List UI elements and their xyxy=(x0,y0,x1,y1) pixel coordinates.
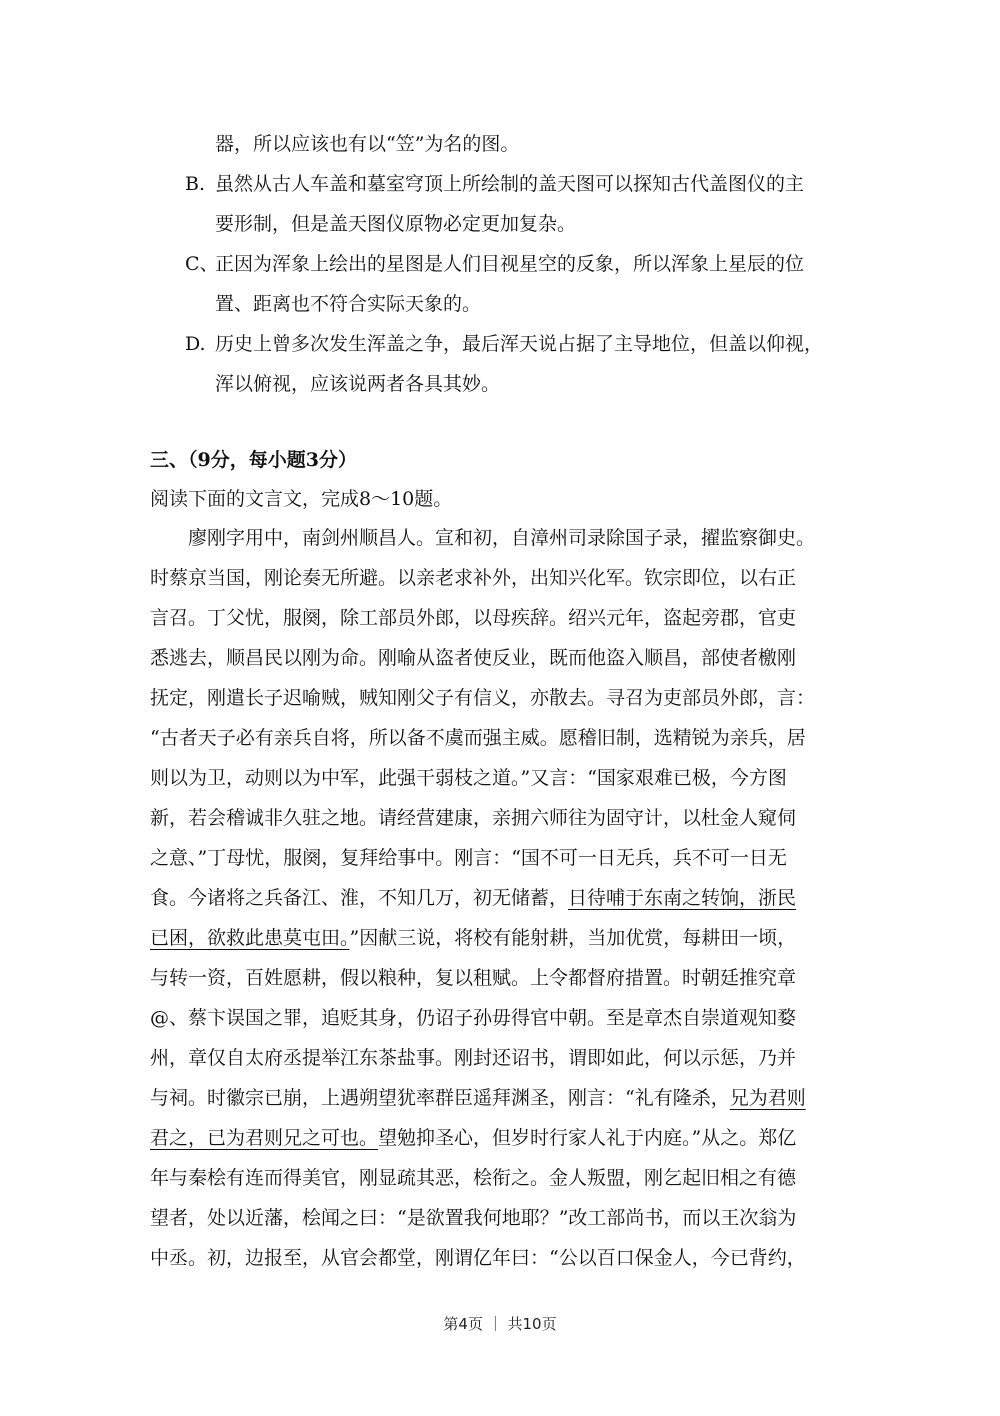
option-c-label: C、 xyxy=(185,253,219,275)
passage-line: 望者，处以近藩，桧闻之曰：“是欲置我何地耶？”改工部尚书，而以王次翁为 xyxy=(150,1207,797,1229)
underlined-sentence-2-end: 君之，已为君则兄之可也。 xyxy=(150,1127,379,1149)
passage-text: 食。今诸将之兵备江、淮，不知几万，初无储蓄， xyxy=(150,887,569,909)
passage-text: ”因献三说，将校有能射耕，当加优赏，每耕田一顷， xyxy=(349,927,797,949)
option-b-label: B. xyxy=(185,173,206,195)
underlined-sentence-2: 兄为君则 xyxy=(729,1087,806,1109)
section-instruction: 阅读下面的文言文，完成8～10题。 xyxy=(150,488,453,510)
passage-line: 抚定，刚遣长子迟喻贼，贼知刚父子有信义，亦散去。寻召为吏部员外郎，言： xyxy=(150,687,816,709)
passage-line: “古者天子必有亲兵自将，所以备不虞而强主威。愿稽旧制，选精锐为亲兵，居 xyxy=(150,727,806,749)
option-c-line-2: 置、距离也不符合实际天象的。 xyxy=(215,293,482,315)
passage-line: 时蔡京当国，刚论奏无所避。以亲老求补外，出知兴化军。钦宗即位，以右正 xyxy=(150,567,797,589)
passage-line: 年与秦桧有连而得美官，刚显疏其恶，桧衔之。金人叛盟，刚乞起旧相之有德 xyxy=(150,1167,797,1189)
passage-line: 悉逃去，顺昌民以刚为命。刚喻从盗者使反业，既而他盗入顺昌，部使者檄刚 xyxy=(150,647,797,669)
section-heading: 三、（9分，每小题3分） xyxy=(150,449,357,471)
option-b-line-1: 虽然从古人车盖和墓室穹顶上所绘制的盖天图可以探知古代盖图仪的主 xyxy=(215,173,805,195)
passage-line: 言召。丁父忧，服阕，除工部员外郎，以母疾辞。绍兴元年，盗起旁郡，官吏 xyxy=(150,607,797,629)
option-d-line-2: 浑以俯视，应该说两者各具其妙。 xyxy=(215,373,501,395)
underlined-sentence-1: 日待哺于东南之转饷，浙民 xyxy=(568,887,797,909)
passage-line: 州，章仅自太府丞提举江东茶盐事。刚封还诏书，谓即如此，何以示惩，乃并 xyxy=(150,1047,797,1069)
passage-line xyxy=(150,926,796,950)
passage-text: 与祠。时徽宗已崩，上遇朔望犹率群臣遥拜渊圣，刚言：“礼有隆杀， xyxy=(150,1087,730,1109)
passage-line: 之意、”丁母忧，服阕，复拜给事中。刚言：“国不可一日无兵，兵不可一日无 xyxy=(150,847,787,869)
passage-line: @、蔡卞误国之罪，追贬其身，仍诏子孙毋得官中朝。至是章杰自崇道观知婺 xyxy=(150,1007,797,1029)
passage-line xyxy=(150,1126,796,1150)
page-footer: 第4页 ｜ 共10页 xyxy=(443,1315,557,1333)
option-d-label: D. xyxy=(185,333,206,355)
option-a-continuation: 器，所以应该也有以“笠”为名的图。 xyxy=(215,133,520,155)
passage-line: 新，若会稽诚非久驻之地。请经营建康，亲拥六师往为固守计，以杜金人窥伺 xyxy=(150,807,797,829)
passage-line: 中丞。初，边报至，从官会都堂，刚谓亿年曰：“公以百口保金人，今已背约， xyxy=(150,1247,806,1269)
option-b-line-2: 要形制，但是盖天图仪原物必定更加复杂。 xyxy=(215,213,577,235)
passage-line: 与转一资，百姓愿耕，假以粮种，复以租赋。上令都督府措置。时朝廷推究章 xyxy=(150,967,797,989)
underlined-sentence-1-end: 已困，欲救此患莫屯田。 xyxy=(150,927,350,949)
passage-line xyxy=(150,886,796,910)
option-c-line-1: 正因为浑象上绘出的星图是人们目视星空的反象，所以浑象上星辰的位 xyxy=(215,253,805,275)
passage-line: 廖刚字用中，南剑州顺昌人。宣和初，自漳州司录除国子录，擢监察御史。 xyxy=(150,527,816,549)
passage-line: 则以为卫，动则以为中军，此强干弱枝之道。”又言：“国家艰难已极，今方图 xyxy=(150,767,787,789)
option-d-line-1: 历史上曾多次发生浑盖之争，最后浑天说占据了主导地位，但盖以仰视， xyxy=(215,333,824,355)
passage-text: 望勉抑圣心，但岁时行家人礼于内庭。”从之。郑亿 xyxy=(378,1127,797,1149)
passage-line xyxy=(150,1086,806,1110)
